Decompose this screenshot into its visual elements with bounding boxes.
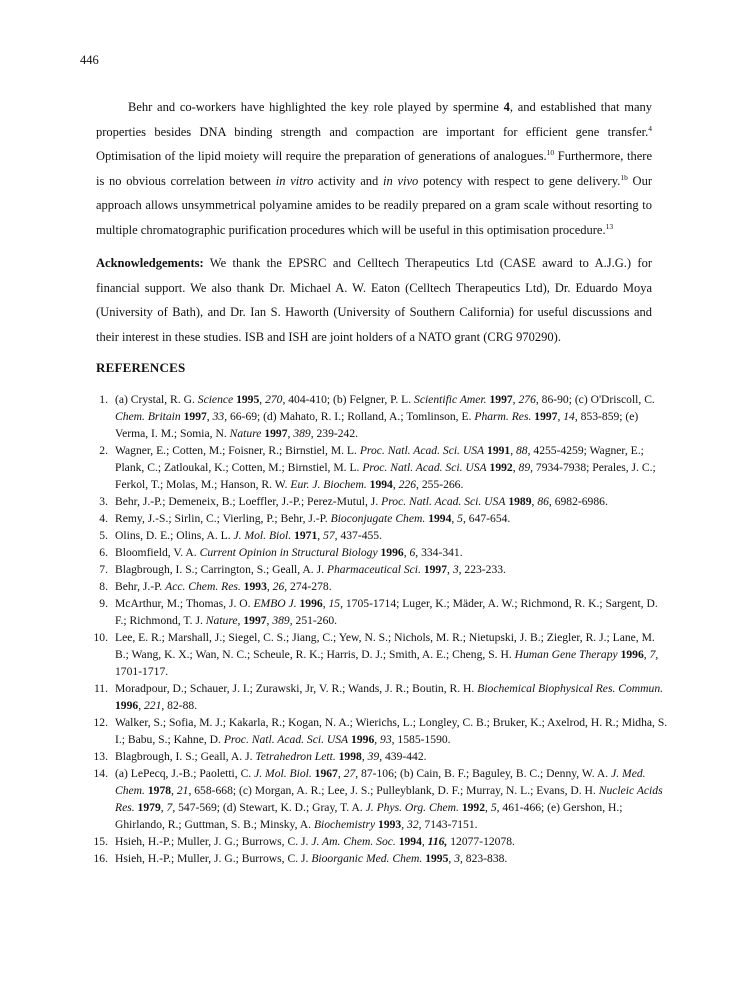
reference-text: , — [287, 427, 294, 440]
reference-text: Pharm. Res. — [474, 410, 532, 423]
reference-text: , 853-859; (e) Verma, I. M.; Somia, N. — [115, 410, 639, 440]
reference-text: , — [401, 818, 408, 831]
reference-text: 21 — [176, 784, 189, 797]
reference-item — [88, 748, 668, 765]
reference-text: 1979 — [137, 801, 161, 814]
reference-text: , — [392, 478, 399, 491]
reference-number: 6. — [99, 546, 108, 559]
page-number: 446 — [80, 53, 99, 67]
reference-item — [88, 850, 668, 867]
reference-text: 1996 — [620, 648, 644, 661]
reference-text: Biochemical Biophysical Res. Commun. — [477, 682, 664, 695]
reference-item — [88, 680, 668, 714]
reference-text: , — [171, 784, 177, 797]
reference-text: , — [531, 495, 538, 508]
reference-text: Chem. Britain — [115, 410, 181, 423]
reference-item — [88, 510, 668, 527]
reference-text: , 1701-1717. — [115, 648, 659, 678]
acknowledgements-text: We thank the EPSRC and Celltech Therapeutics Ltd (CASE award to A.J.G.) for financial support. We also thank Dr. Michael A. W. Eaton (Celltech Therapeutics Ltd), Dr. Eduardo Moya (University of Bath), and Dr. Ian S. Haworth (University of Southern California) for useful discussions and their interest in these studies. ISB and ISH are joint holders of a NATO grant (CRG 970290). — [96, 256, 652, 344]
reference-text: 27 — [343, 767, 356, 780]
reference-text: J. Mol. Biol. — [254, 767, 312, 780]
reference-text: 270 — [265, 393, 283, 406]
reference-text: Walker, S.; Sofia, M. J.; Kakarla, R.; Kogan, N. A.; Wierichs, L.; Longley, C. B.; Bruker, K.; Axelrod, H. R.; Midha, S. I.; Babu, S.; Kahne, D. — [115, 716, 668, 746]
reference-item — [88, 765, 668, 833]
reference-item — [88, 391, 668, 442]
reference-text: Blagbrough, I. S.; Geall, A. J. — [115, 750, 256, 763]
reference-text: Current Opinion in Structural Biology — [199, 546, 378, 559]
reference-text: 389 — [293, 427, 311, 440]
reference-text: Olins, D. E.; Olins, A. L. — [115, 529, 234, 542]
reference-text: Nature — [229, 427, 262, 440]
reference-number: 4. — [99, 512, 108, 525]
reference-number: 11. — [93, 682, 108, 695]
reference-text: Proc. Natl. Acad. Sci. USA — [362, 461, 487, 474]
reference-text: EMBO J. — [253, 597, 297, 610]
reference-text: , — [485, 801, 491, 814]
reference-text: Human Gene Therapy — [514, 648, 618, 661]
reference-number: 1. — [99, 393, 108, 406]
reference-text: J. Mol. Biol. — [233, 529, 292, 542]
reference-text: 1971 — [294, 529, 318, 542]
reference-text: , 1585-1590. — [391, 733, 451, 746]
reference-text: , — [403, 546, 410, 559]
reference-item — [88, 714, 668, 748]
reference-text: (a) LePecq, J.-B.; Paoletti, C. — [115, 767, 255, 780]
reference-text: 1996 — [299, 597, 323, 610]
reference-text: J. Phys. Org. Chem. — [365, 801, 459, 814]
reference-text: 15 — [328, 597, 341, 610]
reference-text: 5 — [457, 512, 463, 525]
reference-text: Proc. Natl. Acad. Sci. USA — [359, 444, 485, 457]
reference-text: 116, — [427, 835, 448, 848]
reference-item — [88, 527, 668, 544]
reference-text: Behr, J.-P.; Demeneix, B.; Loeffler, J.-P.; Perez-Mutul, J. — [115, 495, 382, 508]
reference-text: , 404-410; (b) Felgner, P. L. — [282, 393, 415, 406]
references-list — [88, 391, 668, 867]
reference-text: Hsieh, H.-P.; Muller, J. G.; Burrows, C. J. — [115, 835, 312, 848]
references-heading: REFERENCES — [96, 360, 186, 375]
reference-text: Scientific Amer. — [414, 393, 487, 406]
reference-text: , — [322, 597, 329, 610]
reference-text: Science — [197, 393, 234, 406]
reference-text: , — [448, 852, 455, 865]
reference-text: , — [237, 614, 244, 627]
reference-text: Remy, J.-S.; Sirlin, C.; Vierling, P.; Behr, J.-P. — [115, 512, 331, 525]
reference-text: 389 — [272, 614, 290, 627]
citation-superscript: 1b — [620, 172, 628, 182]
reference-text: Lee, E. R.; Marshall, J.; Siegel, C. S.; Jiang, C.; Yew, N. S.; Nichols, M. R.; Nietupski, J. B.; Ziegler, R. J.; Lane, M. B.; Wang, K. X.; Wan, N. C.; Scheule, R. K.; Harris, D. J.; Smith, A. E.; Cheng, S. H. — [115, 631, 655, 661]
reference-number: 15. — [93, 835, 108, 848]
reference-text: 33 — [212, 410, 225, 423]
reference-text: Bloomfield, V. A. — [115, 546, 200, 559]
reference-text: 1996 — [115, 699, 139, 712]
reference-text: , 87-106; (b) Cain, B. F.; Baguley, B. C.; Denny, W. A. — [355, 767, 612, 780]
reference-text: Eur. J. Biochem. — [290, 478, 367, 491]
reference-text: 3 — [452, 563, 459, 576]
reference-text: Proc. Natl. Acad. Sci. USA — [223, 733, 349, 746]
reference-text: , — [206, 410, 213, 423]
reference-text: , — [512, 461, 519, 474]
reference-number: 13. — [93, 750, 108, 763]
reference-text: 226 — [398, 478, 417, 491]
reference-text: Blagbrough, I. S.; Carrington, S.; Geall, A. J. — [115, 563, 327, 576]
reference-text: 1991 — [487, 444, 511, 457]
reference-text: 57 — [323, 529, 335, 542]
citation-superscript: 4 — [648, 123, 652, 133]
reference-text: 7 — [166, 801, 173, 814]
reference-text: 5 — [490, 801, 497, 814]
reference-item — [88, 833, 668, 850]
reference-item — [88, 561, 668, 578]
reference-text: , — [557, 410, 564, 423]
citation-superscript: 10 — [546, 148, 555, 158]
acknowledgements-heading: Acknowledgements: — [96, 256, 204, 270]
reference-text: , — [447, 563, 453, 576]
reference-text: , 66-69; (d) Mahato, R. I.; Rolland, A.; Tomlinson, E. — [224, 410, 475, 423]
reference-text: 1993 — [378, 818, 402, 831]
reference-text: 1998 — [338, 750, 362, 763]
reference-text: 88 — [516, 444, 528, 457]
reference-text: , 86-90; (c) O'Driscoll, C. — [535, 393, 655, 406]
reference-text: , 274-278. — [284, 580, 332, 593]
reference-text: 3 — [454, 852, 460, 865]
citation-superscript: 13 — [605, 221, 614, 231]
reference-text: 6 — [409, 546, 416, 559]
reference-text: , — [510, 444, 516, 457]
reference-text: 1978 — [147, 784, 172, 797]
reference-text: 1997 — [183, 410, 207, 423]
reference-number: 16. — [93, 852, 108, 865]
reference-text: 1967 — [314, 767, 338, 780]
reference-text: 7 — [649, 648, 656, 661]
reference-text: , 1705-1714; Luger, K.; Mäder, A. W.; Richmond, R. K.; Sargent, D. F.; Richmond, T. J. — [115, 597, 658, 627]
reference-text: , — [421, 835, 428, 848]
reference-text: Moradpour, D.; Schauer, J. I.; Zurawski, Jr, V. R.; Wands, J. R.; Boutin, R. H. — [115, 682, 478, 695]
reference-text: , 547-569; (d) Stewart, K. D.; Gray, T. A. — [172, 801, 366, 814]
reference-text: 1992 — [461, 801, 486, 814]
reference-text: Acc. Chem. Res. — [165, 580, 241, 593]
reference-text: 221 — [143, 699, 162, 712]
reference-text: 1993 — [243, 580, 267, 593]
reference-text: , 6982-6986. — [548, 495, 608, 508]
reference-text: , 4255-4259; Wagner, E.; Plank, C.; Zatloukal, K.; Cotten, M.; Birnstiel, M. L. — [115, 444, 644, 474]
reference-text: , — [259, 393, 266, 406]
reference-text: Behr, J.-P. — [115, 580, 166, 593]
reference-text: 276 — [518, 393, 536, 406]
reference-text: Tetrahedron Lett. — [255, 750, 336, 763]
reference-text: 1994 — [428, 512, 452, 525]
reference-number: 14. — [93, 767, 108, 780]
reference-text: 1994 — [369, 478, 393, 491]
reference-text: , 7143-7151. — [418, 818, 478, 831]
reference-item — [88, 493, 668, 510]
reference-text: , — [266, 614, 273, 627]
reference-text: , — [451, 512, 458, 525]
reference-text: 1996 — [351, 733, 375, 746]
reference-text: McArthur, M.; Thomas, J. O. — [115, 597, 254, 610]
reference-text: Bioconjugate Chem. — [330, 512, 426, 525]
reference-text: , 461-466; (e) Gershon, H.; Ghirlando, R.; Guttman, S. B.; Minsky, A. — [115, 801, 623, 831]
reference-number: 9. — [99, 597, 108, 610]
reference-text: , 437-455. — [334, 529, 382, 542]
reference-text: 26 — [272, 580, 285, 593]
reference-text: Hsieh, H.-P.; Muller, J. G.; Burrows, C. J. — [115, 852, 312, 865]
reference-item — [88, 595, 668, 629]
reference-text: 12077-12078. — [447, 835, 515, 848]
reference-text: , — [317, 529, 324, 542]
reference-text: 1997 — [489, 393, 513, 406]
reference-item — [88, 544, 668, 561]
reference-text: 14 — [563, 410, 575, 423]
reference-text: , 334-341. — [415, 546, 463, 559]
reference-text: 1995 — [425, 852, 449, 865]
reference-text: Nature — [205, 614, 238, 627]
reference-text: , 7934-7938; Perales, J. C.; Ferkol, T.; Molas, M.; Hanson, R. W. — [115, 461, 656, 491]
reference-text: , 823-838. — [459, 852, 508, 865]
reference-text: , 439-442. — [379, 750, 427, 763]
reference-text: J. Med. Chem. — [115, 767, 646, 797]
reference-number: 12. — [93, 716, 108, 729]
reference-text: 1995 — [236, 393, 260, 406]
reference-text: 1997 — [264, 427, 288, 440]
reference-text: J. Am. Chem. Soc. — [311, 835, 396, 848]
reference-text: , 658-668; (c) Morgan, A. R.; Lee, J. S.; Pulleyblank, D. F.; Murray, N. L.; Evans, D. H. — [188, 784, 599, 797]
reference-number: 5. — [99, 529, 108, 542]
reference-text: Bioorganic Med. Chem. — [311, 852, 423, 865]
reference-text: , 239-242. — [310, 427, 359, 440]
acknowledgements-paragraph — [96, 251, 652, 349]
reference-text: , 255-266. — [416, 478, 464, 491]
reference-text: 86 — [537, 495, 549, 508]
body-paragraph: Behr and co-workers have highlighted the key role played by spermine 4, and established that many properties besides DNA binding strength and compaction are important for efficient gene transfer.$^4$ Optimisation of the lipid moiety will require the preparation of generations of analogues.$^{10}$ Furthermore, there is no obvious correlation between in vitro activity and in vivo potency with respect to gene delivery.$^{1b}$ Our approach allows unsymmetrical polyamine amides to be readily prepared on a gram scale without resorting to multiple chromatographic purification procedures which will be useful in this optimisation procedure.$^{13}$ — [96, 100, 653, 237]
reference-text: , — [374, 733, 381, 746]
reference-text: 93 — [380, 733, 392, 746]
reference-text: (a) Crystal, R. G. — [115, 393, 198, 406]
reference-text: 1992 — [489, 461, 513, 474]
reference-item — [88, 442, 668, 493]
reference-text: , — [512, 393, 519, 406]
reference-text: 1997 — [423, 563, 448, 576]
reference-number: 3. — [99, 495, 108, 508]
reference-text: , 223-233. — [458, 563, 506, 576]
reference-item — [88, 578, 668, 595]
reference-text: 89 — [518, 461, 531, 474]
reference-text: , — [160, 801, 167, 814]
reference-text: 1989 — [508, 495, 532, 508]
reference-text: 32 — [407, 818, 419, 831]
reference-text: , 647-654. — [462, 512, 511, 525]
reference-text: Pharmaceutical Sci. — [326, 563, 421, 576]
reference-text: 1997 — [243, 614, 267, 627]
reference-number: 8. — [99, 580, 108, 593]
reference-text: , 251-260. — [289, 614, 338, 627]
reference-item — [88, 629, 668, 680]
reference-text: Proc. Natl. Acad. Sci. USA — [381, 495, 506, 508]
reference-text: 1997 — [534, 410, 558, 423]
reference-text: Biochemistry — [313, 818, 376, 831]
reference-text: , — [138, 699, 144, 712]
reference-number: 10. — [93, 631, 108, 644]
reference-text: , — [643, 648, 650, 661]
reference-text: , — [337, 767, 344, 780]
reference-text: , — [266, 580, 273, 593]
reference-text: 1996 — [380, 546, 404, 559]
reference-number: 2. — [99, 444, 108, 457]
reference-text: 39 — [367, 750, 380, 763]
reference-text: Nucleic Acids Res. — [115, 784, 663, 814]
reference-text: , 82-88. — [161, 699, 198, 712]
reference-text: Wagner, E.; Cotten, M.; Foisner, R.; Birnstiel, M. L. — [115, 444, 360, 457]
reference-text: , — [361, 750, 368, 763]
reference-text: 1994 — [398, 835, 422, 848]
reference-number: 7. — [99, 563, 108, 576]
